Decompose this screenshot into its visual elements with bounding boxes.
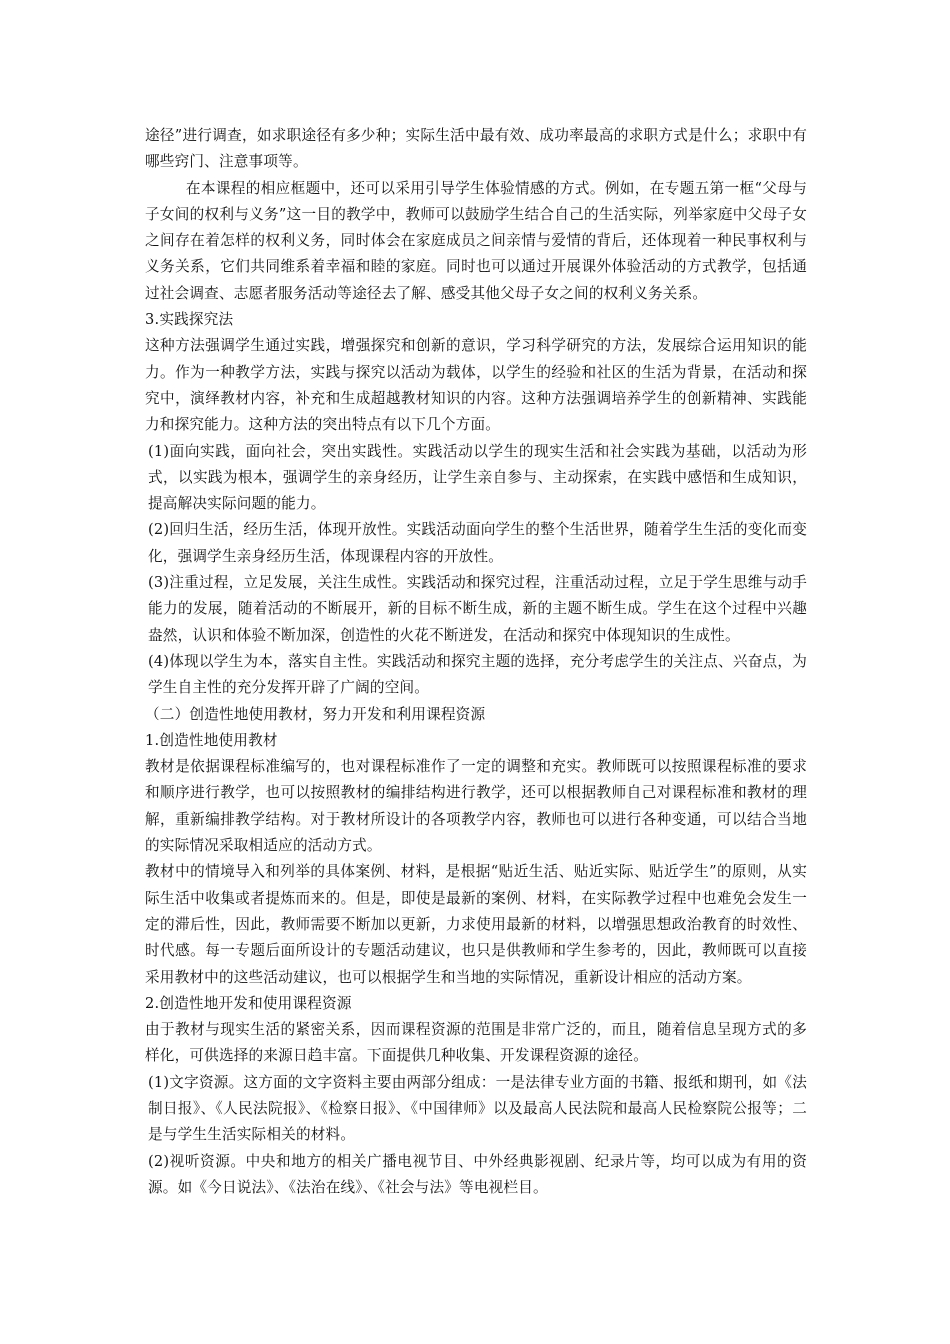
paragraph: 途径”进行调查，如求职途径有多少种；实际生活中最有效、成功率最高的求职方式是什么；求职中有哪些窍门、注意事项等。 <box>145 127 807 171</box>
list-item: (2)视听资源。中央和地方的相关广播电视节目、中外经典影视剧、纪录片等，均可以成为有用的资源。如《今日说法》、《法治在线》、《社会与法》等电视栏目。 <box>148 1152 807 1196</box>
paragraph: 教材是依据课程标准编写的，也对课程标准作了一定的调整和充实。教师既可以按照课程标准的要求和顺序进行教学，也可以按照教材的编排结构进行教学，还可以根据教师自己对课程标准和教材的理解，重新编排教学结构。对于教材所设计的各项教学内容，教师也可以进行各种变通，可以结合当地的实际情况采取相适应的活动方式。 <box>145 758 807 855</box>
subsection-heading: 1.创造性地使用教材 <box>145 731 278 749</box>
list-item: (1)面向实践，面向社会，突出实践性。实践活动以学生的现实生活和社会实践为基础，以活动为形式，以实践为根本，强调学生的亲身经历，让学生亲自参与、主动探索，在实践中感悟和生成知识，提高解决实际问题的能力。 <box>148 442 807 513</box>
document-body <box>145 123 807 1201</box>
paragraph: 由于教材与现实生活的紧密关系，因而课程资源的范围是非常广泛的，而且，随着信息呈现方式的多样化，可供选择的来源日趋丰富。下面提供几种收集、开发课程资源的途径。 <box>145 1021 807 1065</box>
section-heading: （二）创造性地使用教材，努力开发和利用课程资源 <box>145 705 486 723</box>
subsection-heading: 2.创造性地开发和使用课程资源 <box>145 994 352 1012</box>
list-item: (3)注重过程，立足发展，关注生成性。实践活动和探究过程，注重活动过程，立足于学生思维与动手能力的发展，随着活动的不断展开，新的目标不断生成，新的主题不断生成。学生在这个过程中兴趣盎然，认识和体验不断加深，创造性的火花不断迸发，在活动和探究中体现知识的生成性。 <box>148 574 807 644</box>
paragraph: 在本课程的相应框题中，还可以采用引导学生体验情感的方式。例如，在专题五第一框“父母与子女间的权利与义务”这一目的教学中，教师可以鼓励学生结合自己的生活实际，列举家庭中父母子女之间存在着怎样的权利义务，同时体会在家庭成员之间亲情与爱情的背后，还体现着一种民事权利与义务关系，它们共同维系着幸福和睦的家庭。同时也可以通过开展课外体验活动的方式教学，包括通过社会调查、志愿者服务活动等途径去了解、感受其他父母子女之间的权利义务关系。 <box>145 179 807 302</box>
paragraph: 教材中的情境导入和列举的具体案例、材料，是根据“贴近生活、贴近实际、贴近学生”的原则，从实际生活中收集或者提炼而来的。但是，即使是最新的案例、材料，在实际教学过程中也难免会发生一定的滞后性，因此，教师需要不断加以更新，力求使用最新的材料，以增强思想政治教育的时效性、时代感。每一专题后面所设计的专题活动建议，也只是供教师和学生参考的，因此，教师既可以直接采用教材中的这些活动建议，也可以根据学生和当地的实际情况，重新设计相应的活动方案。 <box>145 863 807 986</box>
list-item: (4)体现以学生为本，落实自主性。实践活动和探究主题的选择，充分考虑学生的关注点、兴奋点，为学生自主性的充分发挥开辟了广阔的空间。 <box>148 652 807 697</box>
list-item: (2)回归生活，经历生活，体现开放性。实践活动面向学生的整个生活世界，随着学生生活的变化而变化，强调学生亲身经历生活，体现课程内容的开放性。 <box>148 521 807 565</box>
list-item: (1)文字资源。这方面的文字资料主要由两部分组成：一是法律专业方面的书籍、报纸和期刊，如《法制日报》、《人民法院报》、《检察日报》、《中国律师》以及最高人民法院和最高人民检察院公报等；二是与学生生活实际相关的材料。 <box>148 1073 807 1144</box>
section-heading: 3.实践探究法 <box>145 311 234 329</box>
paragraph: 这种方法强调学生通过实践，增强探究和创新的意识，学习科学研究的方法，发展综合运用知识的能力。作为一种教学方法，实践与探究以活动为载体，以学生的经验和社区的生活为背景，在活动和探究中，演绎教材内容，补充和生成超越教材知识的内容。这种方法强调培养学生的创新精神、实践能力和探究能力。这种方法的突出特点有以下几个方面。 <box>145 337 807 434</box>
